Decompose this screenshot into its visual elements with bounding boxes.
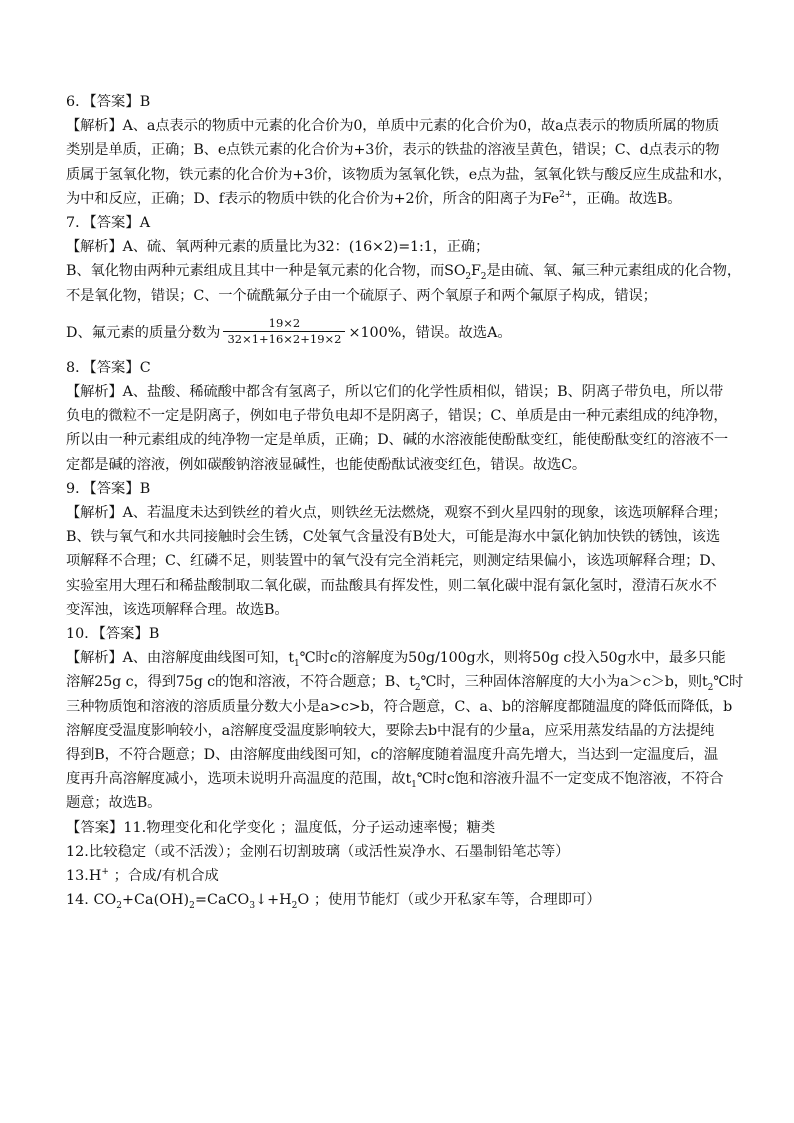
answer-14-c: =CaCO	[194, 892, 250, 909]
q7-line-3: 不是氧化物，错误；C、一个硫酰氟分子由一个硫原子、两个氧原子和两个氟原子构成，错误；	[66, 287, 657, 304]
q10-line-6-b: ℃时c饱和溶液升温不一定变成不饱溶液，不符合	[416, 771, 724, 788]
q7-line-4-suffix: ×100%，错误。故选A。	[348, 324, 512, 341]
q7-line-4-prefix: D、氟元素的质量分数为	[66, 324, 221, 341]
q10-line-2-a: 溶解25g c，得到75g c的饱和溶液，不符合题意；B、t	[66, 674, 415, 691]
answer-12: 12.比较稳定（或不活泼）；金刚石切割玻璃（或活性炭净水、石墨制铅笔芯等）	[66, 843, 570, 860]
q10-line-6-a: 度再升高溶解度减小，选项未说明升高温度的范围，故t	[66, 771, 412, 788]
answer-14-a: 14. CO	[66, 892, 117, 909]
answer-13-b: ；合成/有机合成	[109, 868, 219, 885]
answer-14-e: O ；使用节能灯（或少开私家车等，合理即可）	[297, 892, 601, 909]
answer-14-sub-4: 2	[291, 901, 298, 912]
answer-14-sub-1: 2	[116, 901, 123, 912]
q8-line-3: 所以由一种元素组成的纯净物一定是单质，正确；D、碱的水溶液能使酚酞变红，能使酚酞变红的溶液不一	[66, 432, 729, 449]
q10-heading: 10．【答案】B	[66, 626, 160, 643]
q6-line-1: 【解析】A、a点表示的物质中元素的化合价为0，单质中元素的化合价为0，故a点表示的物质所属的物质	[66, 118, 720, 135]
q9-line-2: B、铁与氧气和水共同接触时会生锈，C处氧气含量没有B处大，可能是海水中氯化钠加快铁的锈蚀，该选	[66, 529, 720, 546]
q7-line-2-c: 是由硫、氧、氟三种元素组成的化合物，	[486, 263, 741, 280]
q7-line-2-b: F	[470, 263, 481, 280]
q6-line-4	[66, 187, 728, 211]
q7-sub-1: 2	[465, 272, 471, 283]
q8-line-1: 【解析】A、盐酸、稀硫酸中都含有氢离子，所以它们的化学性质相似，错误；B、阴离子带负电，所以带	[66, 384, 724, 401]
answer-11: 【答案】11.物理变化和化学变化 ；温度低，分子运动速率慢；糖类	[66, 819, 496, 836]
q6-line-2: 类别是单质，正确；B、e点铁元素的化合价为+3价，表示的铁盐的溶液呈黄色，错误；C、d点表示的物	[66, 142, 720, 159]
fraction-denominator: 32×1+16×2+19×2	[227, 332, 342, 347]
answer-14	[66, 888, 728, 912]
q7-heading: 7．【答案】A	[66, 215, 151, 232]
answer-13	[66, 864, 728, 888]
q10-line-2-c: ℃时	[713, 674, 744, 691]
h-charge: +	[101, 867, 109, 878]
q10-line-4: 溶解度受温度影响较小，a溶解度受温度影响较大，要除去b中混有的少量a，应采用蒸发结晶的方法提纯	[66, 722, 715, 739]
answer-14-d: ↓+H	[255, 892, 292, 909]
q10-line-1-a: 【解析】A、由溶解度曲线图可知，t	[66, 650, 294, 667]
answer-14-sub-3: 3	[249, 901, 256, 912]
answer-14-b: +Ca(OH)	[122, 892, 190, 909]
answer-14-sub-2: 2	[189, 901, 195, 912]
q10-line-2	[66, 670, 744, 694]
q10-line-6	[66, 767, 728, 791]
q10-line-5: 得到B，不符合题意；D、由溶解度曲线图可知，c的溶解度随着温度升高先增大，当达到一定温度后，温	[66, 747, 718, 764]
q9-line-5: 变浑浊，该选项解释合理。故选B。	[66, 601, 289, 618]
q10-line-3: 三种物质饱和溶液的溶质质量分数大小是a>c>b，符合题意，C、a、b的溶解度都随温度的降低而降低，b	[66, 698, 733, 715]
q7-line-1: 【解析】A、硫、氧两种元素的质量比为32：(16×2)=1:1，正确；	[66, 239, 490, 256]
q9-line-3: 项解释不合理；C、红磷不足，则装置中的氧气没有完全消耗完，则测定结果偏小，该选项解释合理；D、	[66, 553, 725, 570]
q6-line-4-text: 为中和反应，正确；D、f表示的物质中铁的化合价为+2价，所含的阳离子为Fe	[66, 190, 560, 207]
q8-line-4: 定都是碱的溶液，例如碳酸钠溶液显碱性，也能使酚酞试液变红色，错误。故选C。	[66, 456, 587, 473]
q10-sub-4: 1	[411, 780, 417, 791]
q7-line-2	[66, 259, 741, 283]
q10-line-1-b: ℃时c的溶解度为50g/100g水，则将50g c投入50g水中，最多只能	[299, 650, 726, 667]
q6-line-4-tail: ，正确。故选B。	[572, 190, 682, 207]
q7-line-4	[66, 310, 728, 354]
q9-heading: 9．【答案】B	[66, 480, 151, 497]
q9-line-1: 【解析】A、若温度未达到铁丝的着火点，则铁丝无法燃烧，观察不到火星四射的现象，该选项解释合理；	[66, 505, 727, 522]
fraction-numerator: 19×2	[268, 316, 301, 331]
q8-line-2: 负电的微粒不一定是阴离子，例如电子带负电却不是阴离子，错误；C、单质是由一种元素组成的纯净物，	[66, 408, 728, 425]
q10-line-7: 题意；故选B。	[66, 795, 162, 812]
q6-line-3: 质属于氢氧化物，铁元素的化合价为+3价，该物质为氢氧化铁，e点为盐，氢氧化铁与酸反应生成盐和水，	[66, 166, 732, 183]
q10-sub-2: 2	[414, 683, 421, 694]
mass-fraction	[223, 316, 345, 347]
q10-line-2-b: ℃时，三种固体溶解度的大小为a＞c＞b，则t	[420, 674, 708, 691]
q8-heading: 8．【答案】C	[66, 359, 151, 376]
answer-13-a: 13.H	[66, 868, 102, 885]
q10-sub-3: 2	[707, 683, 714, 694]
fe-charge: 2+	[559, 190, 573, 201]
q7-line-2-a: B、氧化物由两种元素组成且其中一种是氧元素的化合物，而SO	[66, 263, 466, 280]
q7-sub-2: 2	[480, 272, 487, 283]
q10-line-1	[66, 646, 728, 670]
q9-line-4: 实验室用大理石和稀盐酸制取二氧化碳，而盐酸具有挥发性，则二氧化碳中混有氯化氢时，澄清石灰水不	[66, 577, 717, 594]
q6-heading: 6．【答案】B	[66, 94, 151, 110]
q10-sub-1: 1	[293, 659, 300, 670]
